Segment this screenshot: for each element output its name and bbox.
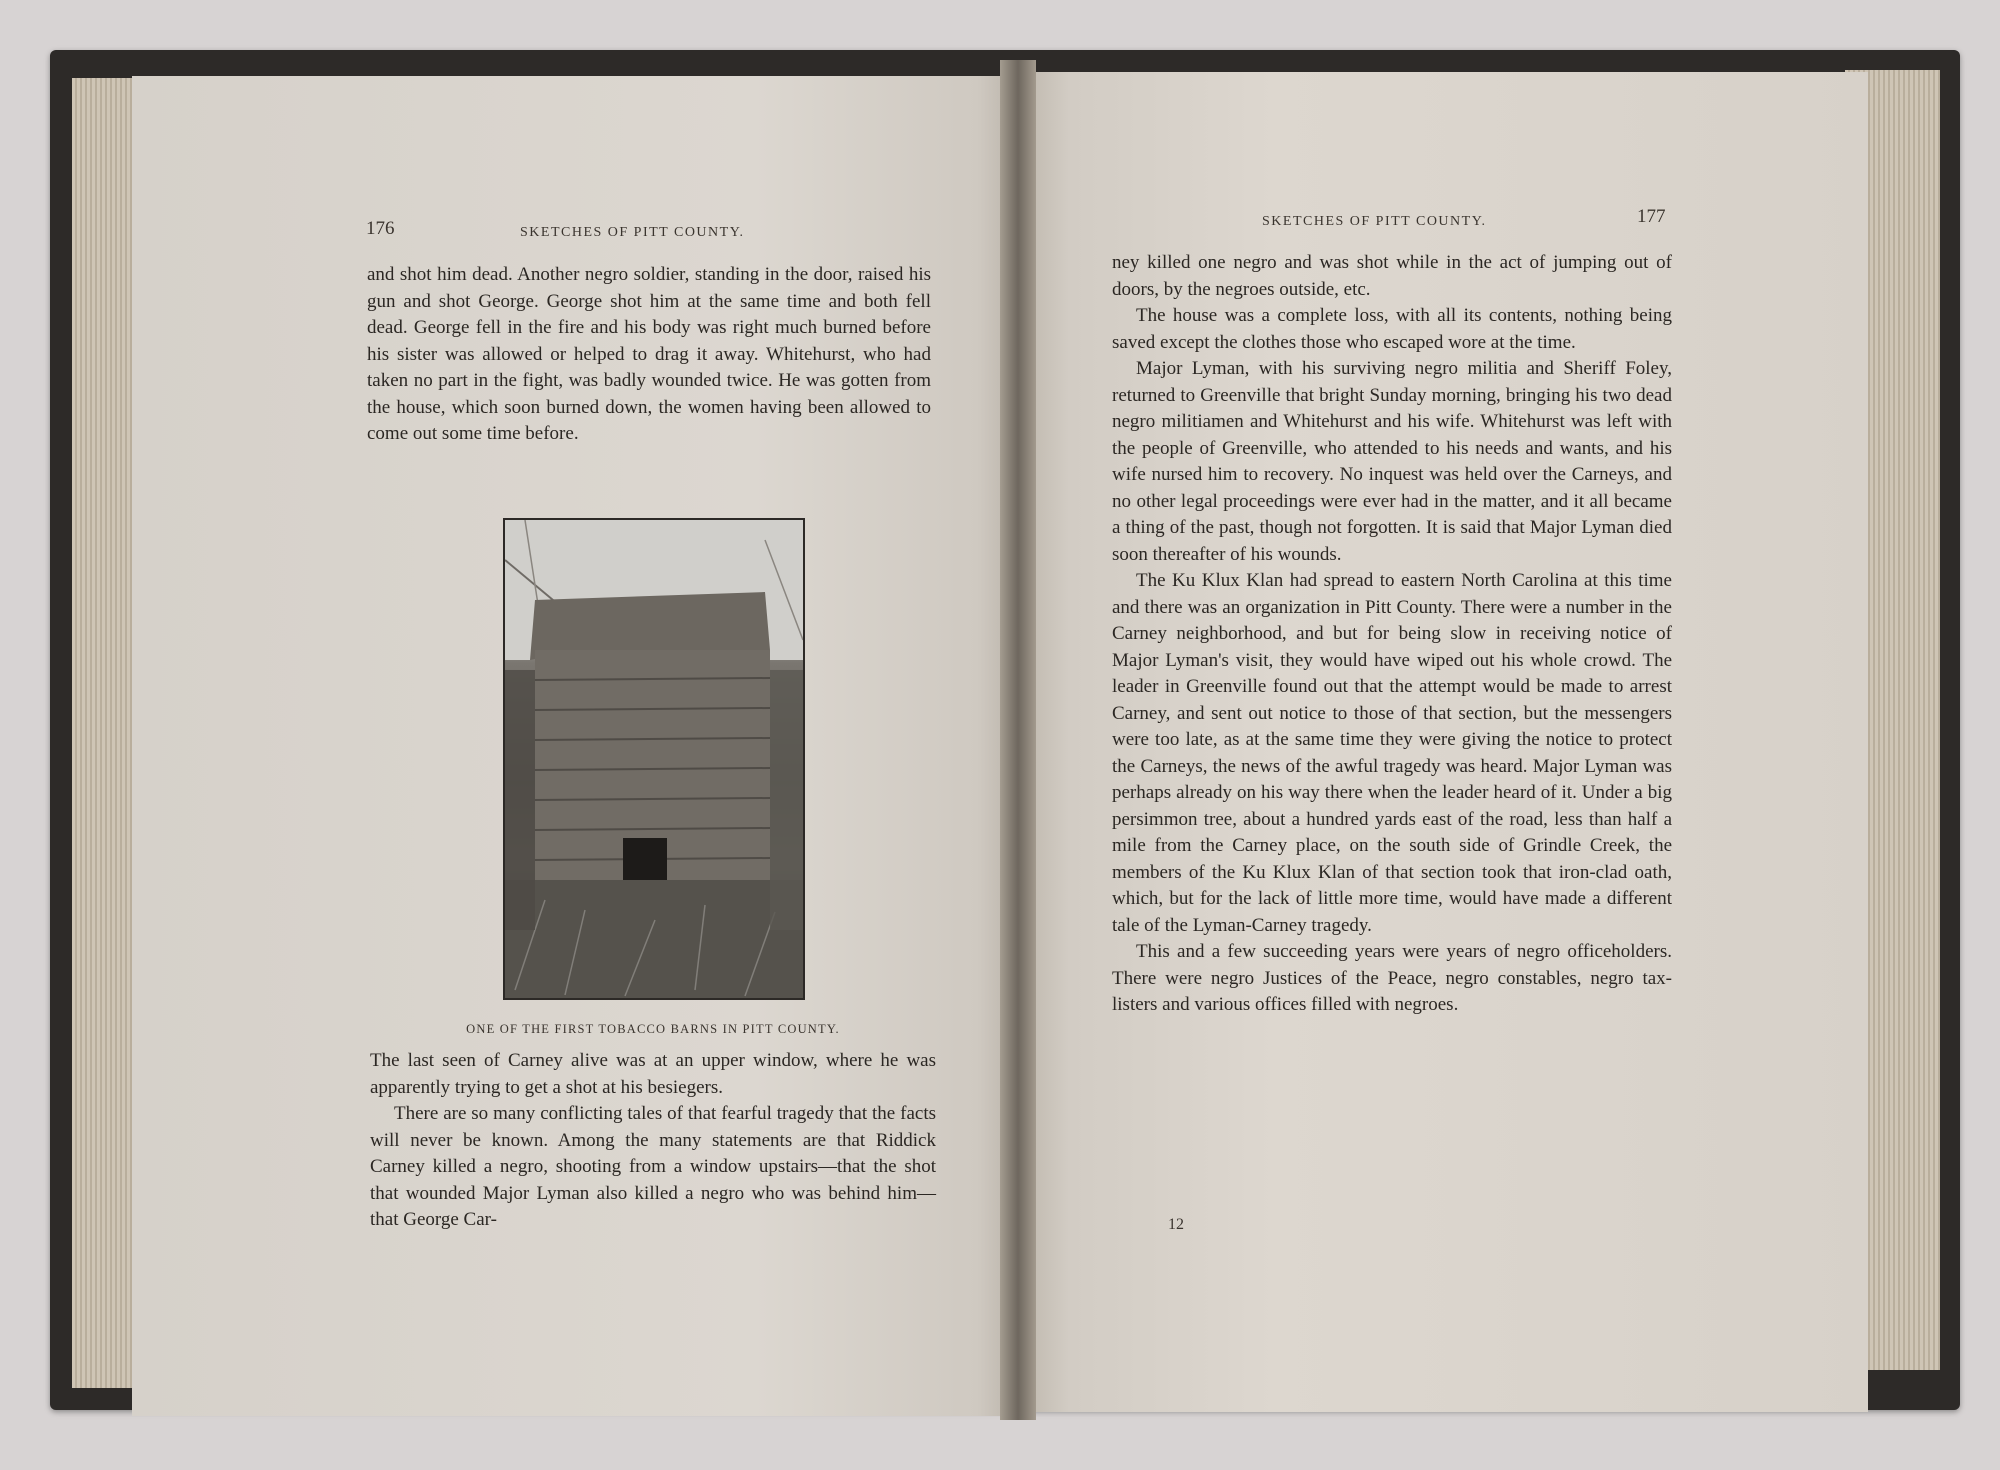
right-text [1112, 250, 1672, 1019]
figure-caption: ONE OF THE FIRST TOBACCO BARNS IN PITT COUNTY. [466, 1022, 840, 1036]
paragraph: The last seen of Carney alive was at an upper window, where he was apparently trying to get a shot at his besiegers. [370, 1050, 936, 1098]
tobacco-barn-photo [503, 518, 805, 1000]
page-number-right: 177 [1637, 206, 1666, 227]
barn-illustration [505, 520, 803, 998]
paragraph: Major Lyman, with his surviving negro militia and Sheriff Foley, returned to Greenville that bright Sunday morning, bringing his two dead negro militiamen and Whitehurst and his wife. Whitehurst was left with the people of Greenville, who attended to his needs and wants, and his wife nursed him to recovery. No inquest was held over the Carneys, and no other legal proceedings were ever had in the matter, and it all became a thing of the past, though not forgotten. It is said that Major Lyman died soon thereafter of his wounds. [1112, 358, 1672, 565]
page-number-left: 176 [366, 218, 395, 239]
signature-mark: 12 [1168, 1216, 1184, 1233]
paragraph: The house was a complete loss, with all its contents, nothing being saved except the clothes those who escaped wore at the time. [1112, 305, 1672, 353]
paragraph: The Ku Klux Klan had spread to eastern North Carolina at this time and there was an organization in Pitt County. There were a number in the Carney neighborhood, and but for being slow in receiving notice of Major Lyman's visit, they would have wiped out his whole crowd. The leader in Greenville found out that the attempt would be made to arrest Carney, and sent out notice to those of that section, but the messengers were too late, as at the same time they were giving the notice to protect the Carneys, the news of the awful tragedy was heard. Major Lyman was perhaps already on his way there when the leader heard of it. Under a big persimmon tree, about a hundred yards east of the road, less than half a mile from the Carney place, on the south side of Grindle Creek, the members of the Ku Klux Klan of that section took that iron-clad oath, which, but for the lack of little more time, would have made a different tale of the Lyman-Carney tragedy. [1112, 570, 1672, 936]
left-text-bottom [370, 1048, 936, 1234]
paragraph: and shot him dead. Another negro soldier, standing in the door, raised his gun and shot George. George shot him at the same time and both fell dead. George fell in the fire and his body was right much burned before his sister was allowed or helped to drag it away. Whitehurst, who had taken no part in the fight, was badly wounded twice. He was gotten from the house, which soon burned down, the women having been allowed to come out some time before. [367, 264, 931, 444]
running-head-left: SKETCHES OF PITT COUNTY. [520, 225, 745, 240]
book-gutter [1000, 60, 1036, 1420]
paragraph: There are so many conflicting tales of that fearful tragedy that the facts will never be known. Among the many statements are that Riddick Carney killed a negro, shooting from a window upstairs—that the shot that wounded Major Lyman also killed a negro who was behind him—that George Car- [370, 1103, 936, 1230]
paragraph: ney killed one negro and was shot while in the act of jumping out of doors, by the negroes outside, etc. [1112, 252, 1672, 300]
left-text-top [367, 262, 931, 448]
running-head-right: SKETCHES OF PITT COUNTY. [1262, 214, 1487, 229]
paragraph: This and a few succeeding years were years of negro officeholders. There were negro Justices of the Peace, negro constables, negro tax-listers and various offices filled with negroes. [1112, 941, 1672, 1015]
